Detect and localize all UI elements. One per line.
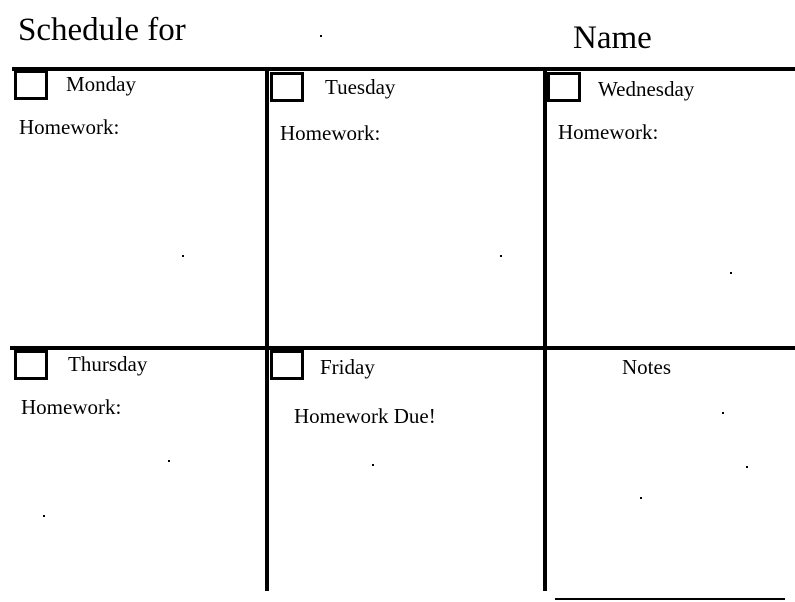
day-label-wednesday: Wednesday xyxy=(598,77,695,101)
scan-speck xyxy=(640,497,642,499)
monday-checkbox[interactable] xyxy=(14,70,48,100)
homework-label-tuesday: Homework: xyxy=(280,121,381,145)
wednesday-checkbox[interactable] xyxy=(547,72,581,102)
scan-speck xyxy=(43,515,45,517)
scan-speck xyxy=(500,255,502,257)
scan-speck xyxy=(372,464,374,466)
thursday-checkbox[interactable] xyxy=(14,350,48,380)
day-label-thursday: Thursday xyxy=(68,352,148,376)
notes-area[interactable] xyxy=(548,385,790,590)
homework-due-label-friday: Homework Due! xyxy=(294,404,436,428)
scan-speck xyxy=(168,460,170,462)
friday-checkbox[interactable] xyxy=(270,350,304,380)
scan-speck xyxy=(722,412,724,414)
name-label: Name xyxy=(573,20,652,56)
scan-speck xyxy=(320,35,322,37)
scan-speck xyxy=(746,466,748,468)
top-divider xyxy=(12,67,795,71)
page-title: Schedule for xyxy=(18,12,186,48)
day-label-tuesday: Tuesday xyxy=(325,75,396,99)
homework-label-wednesday: Homework: xyxy=(558,120,659,144)
notes-heading: Notes xyxy=(622,355,671,379)
middle-divider xyxy=(10,346,795,350)
tuesday-checkbox[interactable] xyxy=(270,72,304,102)
scan-speck xyxy=(730,272,732,274)
day-label-monday: Monday xyxy=(66,72,136,96)
homework-label-thursday: Homework: xyxy=(21,395,122,419)
column-divider-1 xyxy=(265,69,269,591)
scan-speck xyxy=(182,255,184,257)
bottom-divider xyxy=(555,598,785,600)
day-label-friday: Friday xyxy=(320,355,375,379)
homework-label-monday: Homework: xyxy=(19,115,120,139)
column-divider-2 xyxy=(543,69,547,591)
